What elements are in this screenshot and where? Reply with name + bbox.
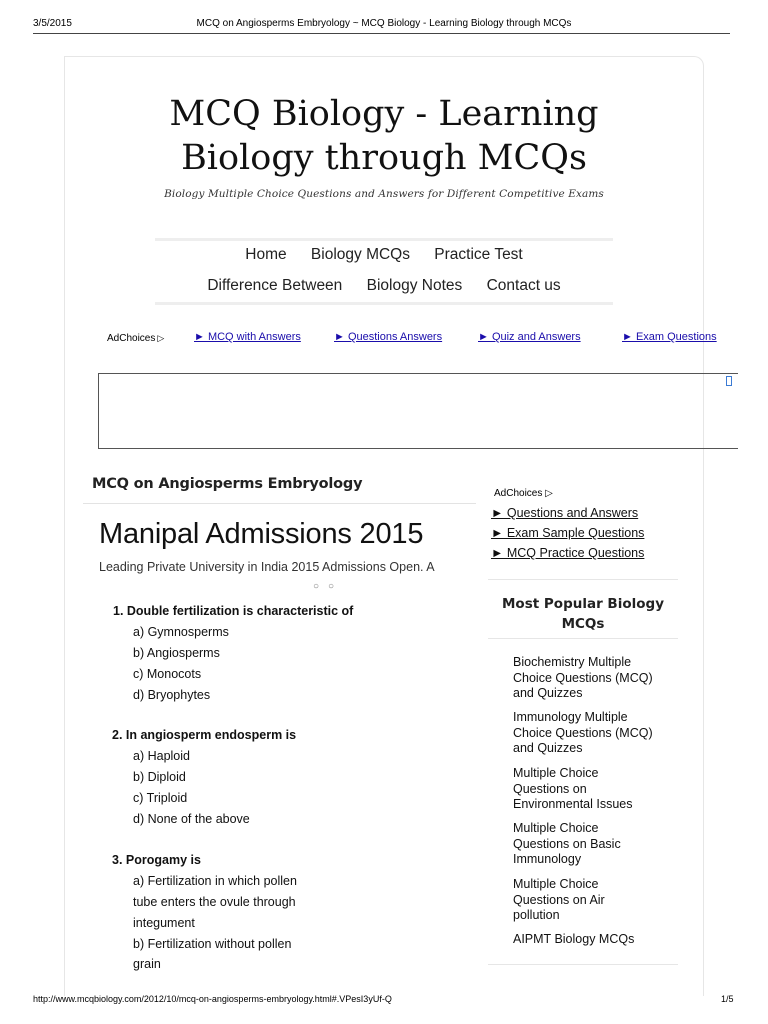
question-3-option-a-line-1: a) Fertilization in which pollen [133, 874, 297, 888]
popular-item-biochemistry[interactable] [513, 655, 678, 702]
popular-item-line: AIPMT Biology MCQs [513, 932, 635, 946]
nav-row-1 [155, 246, 613, 264]
popular-item-immunology[interactable] [513, 710, 678, 757]
nav-difference-between[interactable]: Difference Between [207, 277, 343, 294]
popular-item-line: Biochemistry Multiple [513, 655, 632, 669]
nav-divider-bottom [155, 302, 613, 305]
nav-biology-mcqs[interactable]: Biology MCQs [310, 246, 410, 263]
sidebar-link-questions-answers[interactable]: ► Questions and Answers [491, 506, 639, 520]
nav-row-2 [155, 277, 613, 295]
question-1-option-a: a) Gymnosperms [133, 625, 229, 639]
popular-item-line: Multiple Choice [513, 766, 599, 780]
sidebar-adchoices-icon: ▷ [542, 488, 553, 499]
print-page-title: MCQ on Angiosperms Embryology ~ MCQ Biology - Learning Biology through MCQs [196, 18, 572, 29]
ad-subtext[interactable]: Leading Private University in India 2015 Admissions Open. A [99, 560, 435, 574]
popular-item-line: Choice Questions (MCQ) [513, 725, 653, 740]
popular-item-line: Multiple Choice [513, 821, 599, 835]
ad-link-exam-questions[interactable]: ► Exam Questions [622, 331, 717, 343]
question-3-option-a-line-2: tube enters the ovule through [133, 895, 296, 909]
ad-link-bar [0, 331, 768, 347]
ad-link-quiz-answers[interactable]: ► Quiz and Answers [478, 331, 581, 343]
sidebar-divider-top [488, 579, 678, 580]
sidebar-heading-line-1: Most Popular Biology [502, 596, 664, 612]
sidebar-adchoices[interactable] [494, 488, 553, 499]
sidebar-adchoices-text: AdChoices [494, 488, 543, 499]
ad-info-icon[interactable] [726, 376, 732, 386]
print-page-number: 1/5 [721, 994, 734, 1004]
question-2-option-b: b) Diploid [133, 770, 186, 784]
sidebar-divider-bottom [488, 964, 678, 965]
question-3-option-a-line-3: integument [133, 916, 195, 930]
site-title-line-2: Biology through MCQs [181, 138, 587, 178]
popular-item-air-pollution[interactable] [513, 877, 678, 924]
sidebar-heading-line-2: MCQs [561, 616, 605, 632]
question-1: 1. Double fertilization is characteristic of [113, 604, 354, 618]
nav-divider-top [155, 238, 613, 241]
question-1-option-d: d) Bryophytes [133, 688, 211, 702]
site-title[interactable] [64, 92, 704, 180]
adchoices-text: AdChoices [107, 333, 156, 344]
question-2-option-d: d) None of the above [133, 812, 250, 826]
popular-item-line: Questions on Air [513, 892, 605, 907]
adchoices-icon: ▷ [157, 333, 165, 343]
popular-item-line: Questions on [513, 781, 587, 796]
popular-item-aipmt[interactable] [513, 932, 678, 948]
question-3-option-b-line-2: grain [133, 957, 161, 971]
nav-home[interactable]: Home [245, 246, 287, 263]
sidebar-divider-heading [488, 638, 678, 639]
popular-item-line: and Quizzes [513, 741, 583, 755]
site-tagline: Biology Multiple Choice Questions and Answers for Different Competitive Exams [164, 188, 604, 200]
post-title: MCQ on Angiosperms Embryology [92, 476, 363, 492]
site-title-line-1: MCQ Biology - Learning [169, 94, 599, 134]
ad-link-mcq-answers[interactable]: ► MCQ with Answers [194, 331, 301, 343]
sidebar-heading [488, 594, 678, 634]
sidebar-link-exam-sample[interactable]: ► Exam Sample Questions [491, 526, 645, 540]
print-header [0, 18, 768, 32]
adchoices-label[interactable] [107, 333, 164, 344]
ad-link-questions-answers[interactable]: ► Questions Answers [334, 331, 443, 343]
ad-banner-frame[interactable] [98, 373, 738, 449]
popular-item-line: Immunology [513, 852, 582, 866]
question-3: 3. Porogamy is [112, 853, 201, 867]
print-footer [0, 994, 768, 1008]
nav-biology-notes[interactable]: Biology Notes [366, 277, 463, 294]
ad-headline[interactable]: Manipal Admissions 2015 [99, 518, 424, 550]
popular-item-line: Multiple Choice [513, 877, 599, 891]
question-1-option-c: c) Monocots [133, 667, 202, 681]
popular-item-line: Environmental Issues [513, 797, 633, 811]
print-url: http://www.mcqbiology.com/2012/10/mcq-on-angiosperms-embryology.html#.VPesI3yUf-Q [33, 994, 392, 1004]
print-date: 3/5/2015 [33, 18, 72, 29]
popular-item-basic-immunology[interactable] [513, 821, 678, 868]
question-2-option-c: c) Triploid [133, 791, 188, 805]
popular-item-line: Choice Questions (MCQ) [513, 670, 653, 685]
header-divider [33, 33, 730, 34]
nav-contact-us[interactable]: Contact us [486, 277, 561, 294]
popular-item-line: Immunology Multiple [513, 710, 628, 724]
popular-item-line: and Quizzes [513, 686, 583, 700]
sidebar-link-mcq-practice[interactable]: ► MCQ Practice Questions [491, 546, 645, 560]
post-title-divider [83, 503, 476, 504]
ad-carousel-dots[interactable]: ○○ [313, 581, 344, 592]
popular-item-line: pollution [513, 908, 560, 922]
question-2: 2. In angiosperm endosperm is [112, 728, 297, 742]
question-2-option-a: a) Haploid [133, 749, 190, 763]
question-1-option-b: b) Angiosperms [133, 646, 220, 660]
popular-item-line: Questions on Basic [513, 836, 621, 851]
popular-item-environmental[interactable] [513, 766, 678, 813]
nav-practice-test[interactable]: Practice Test [434, 246, 523, 263]
question-3-option-b-line-1: b) Fertilization without pollen [133, 937, 292, 951]
